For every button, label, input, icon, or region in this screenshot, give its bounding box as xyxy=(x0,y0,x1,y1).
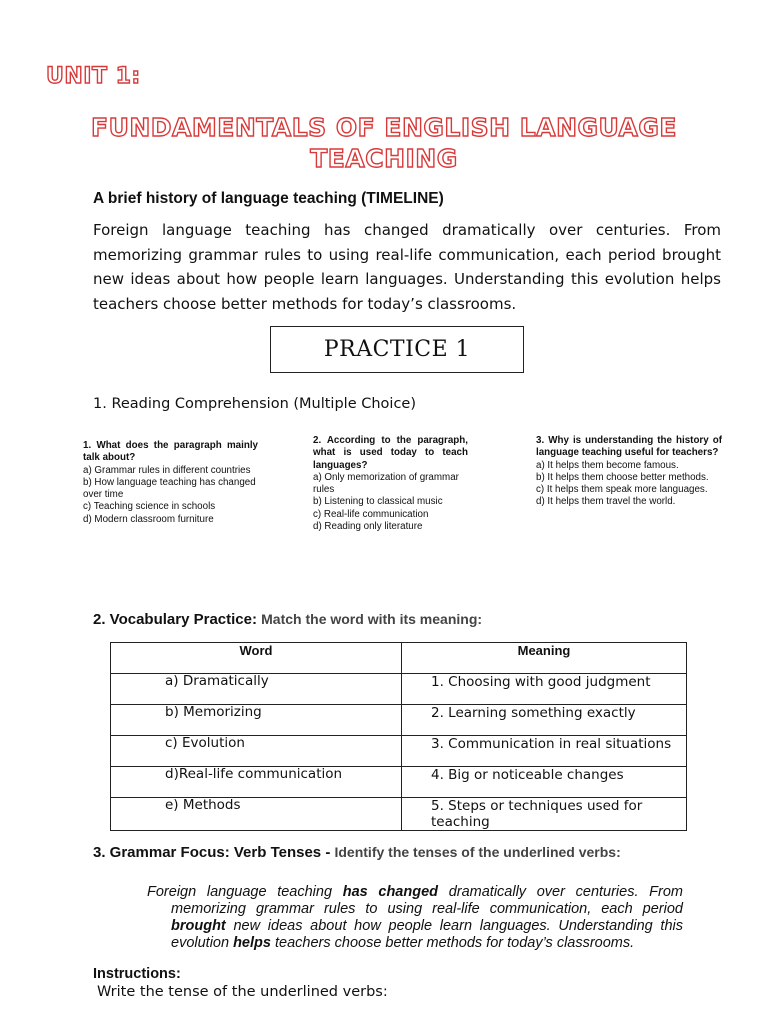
column-header-word: Word xyxy=(111,643,402,674)
title-line-2: TEACHING xyxy=(310,144,458,173)
question-stem: 3. Why is understanding the history of language teaching useful for teachers? xyxy=(536,435,722,459)
answer-option[interactable]: b) Listening to classical music xyxy=(313,496,443,508)
practice-box xyxy=(270,326,524,373)
history-heading: A brief history of language teaching (TIMELINE) xyxy=(93,190,444,207)
meaning-cell: 2. Learning something exactly xyxy=(402,705,687,736)
passage-line: memorizing grammar rules to using real-life communication, each period xyxy=(171,901,683,917)
title-line-1: FUNDAMENTALS OF ENGLISH LANGUAGE xyxy=(91,113,677,142)
question-stem: 2. According to the paragraph, what is used today to teach languages? xyxy=(313,435,468,471)
answer-option[interactable]: c) Real-life communication xyxy=(313,508,429,520)
meaning-cell: 5. Steps or techniques used for teaching xyxy=(402,798,687,831)
section-2-instruction: Match the word with its meaning: xyxy=(261,611,483,627)
meaning-cell: 1. Choosing with good judgment xyxy=(402,674,687,705)
section-3-title: 3. Grammar Focus: Verb Tenses - xyxy=(93,844,331,861)
unit-heading: UNIT 1: xyxy=(46,64,141,89)
passage-line: evolution helps teachers choose better methods for today’s classrooms. xyxy=(171,935,635,951)
word-cell: b) Memorizing xyxy=(111,705,402,736)
table-row xyxy=(111,736,687,767)
section-2-heading xyxy=(93,611,482,628)
answer-option[interactable]: b) How language teaching has changed over time xyxy=(83,476,256,501)
table-row xyxy=(111,705,687,736)
section-3-heading xyxy=(93,844,621,861)
question-2 xyxy=(313,435,468,533)
answer-option[interactable]: d) Modern classroom furniture xyxy=(83,513,214,525)
question-1 xyxy=(83,440,258,526)
answer-option[interactable]: a) Only memorization of grammar rules xyxy=(313,471,459,496)
underlined-verb: brought xyxy=(171,918,226,934)
word-cell: a) Dramatically xyxy=(111,674,402,705)
grammar-passage xyxy=(147,884,683,952)
section-2-title: 2. Vocabulary Practice: xyxy=(93,611,257,628)
table-header-row xyxy=(111,643,687,674)
word-cell: d)Real-life communication xyxy=(111,767,402,798)
passage-line: brought new ideas about how people learn languages. Understanding this xyxy=(171,918,683,934)
answer-option[interactable]: d) It helps them travel the world. xyxy=(536,496,676,508)
intro-paragraph: Foreign language teaching has changed dramatically over centuries. From memorizing grammar rules to using real-life communication, each period brought new ideas about how people learn languages. Understanding this evolution helps teachers choose better methods for today’s classrooms. xyxy=(93,221,721,313)
table-row xyxy=(111,798,687,831)
meaning-cell: 3. Communication in real situations xyxy=(402,736,687,767)
instructions-label: Instructions: xyxy=(93,966,181,982)
table-row xyxy=(111,674,687,705)
practice-label: PRACTICE 1 xyxy=(323,337,471,362)
section-1-title: Reading Comprehension (Multiple Choice) xyxy=(111,396,416,412)
underlined-verb: has changed xyxy=(342,884,439,900)
word-cell: c) Evolution xyxy=(111,736,402,767)
column-header-meaning: Meaning xyxy=(402,643,687,674)
section-1-number: 1. xyxy=(93,396,107,412)
underlined-verb: helps xyxy=(233,935,271,951)
answer-option[interactable]: a) It helps them become famous. xyxy=(536,459,679,471)
answer-option[interactable]: a) Grammar rules in different countries xyxy=(83,464,251,476)
passage-line: Foreign language teaching has changed dramatically over centuries. From xyxy=(147,884,684,900)
page-title xyxy=(60,112,708,174)
meaning-cell: 4. Big or noticeable changes xyxy=(402,767,687,798)
instructions-text: Write the tense of the underlined verbs: xyxy=(97,984,388,1000)
vocabulary-table xyxy=(110,642,687,831)
answer-option[interactable]: d) Reading only literature xyxy=(313,521,423,533)
answer-option[interactable]: c) Teaching science in schools xyxy=(83,501,216,513)
table-row xyxy=(111,767,687,798)
question-stem: 1. What does the paragraph mainly talk about? xyxy=(83,440,258,464)
question-3 xyxy=(536,435,722,509)
section-1-heading xyxy=(93,396,416,412)
answer-option[interactable]: c) It helps them speak more languages. xyxy=(536,484,708,496)
section-3-instruction: Identify the tenses of the underlined verbs: xyxy=(334,844,621,860)
word-cell: e) Methods xyxy=(111,798,402,831)
answer-option[interactable]: b) It helps them choose better methods. xyxy=(536,471,709,483)
